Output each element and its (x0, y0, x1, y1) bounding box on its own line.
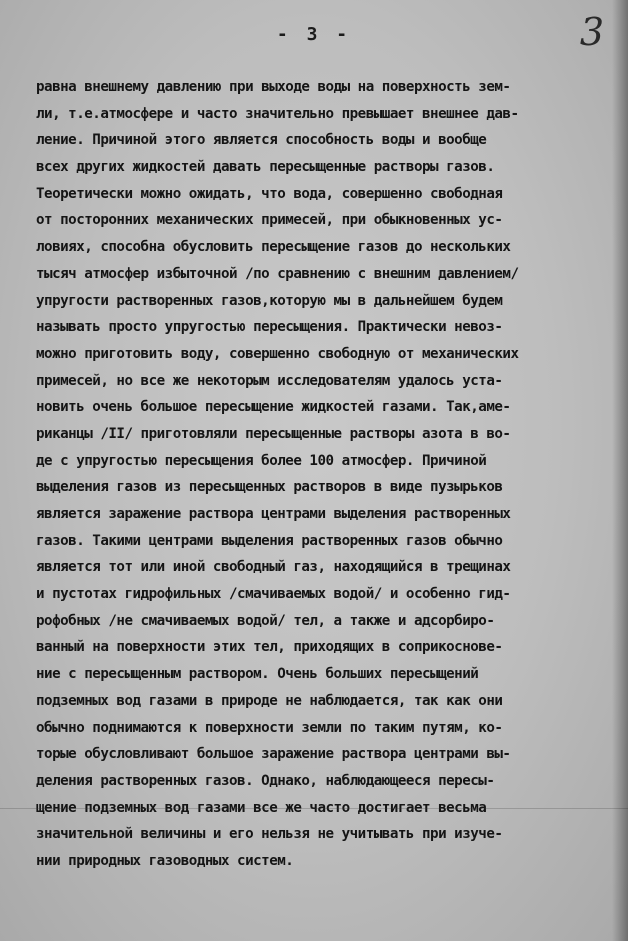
text-line: всех других жидкостей давать пересыщенные растворы газов. (36, 159, 495, 176)
text-line: рофобных /не смачиваемых водой/ тел, а также и адсорбиро- (36, 612, 495, 629)
paper-crease (0, 808, 628, 809)
text-line: примесей, но все же некоторым исследователям удалось уста- (36, 372, 503, 389)
text-line: газов. Такими центрами выделения растворенных газов обычно (36, 532, 503, 549)
text-line: является тот или иной свободный газ, находящийся в трещинах (36, 559, 511, 576)
text-line: новить очень большое пересыщение жидкостей газами. Так,аме- (36, 399, 511, 416)
text-line: ление. Причиной этого является способность воды и вообще (36, 132, 487, 149)
text-line: называть просто упругостью пересыщения. Практически невоз- (36, 319, 503, 336)
text-line: деления растворенных газов. Однако, наблюдающееся пересы- (36, 772, 495, 789)
text-line: ние с пересыщенным раствором. Очень больших пересыщений (36, 666, 479, 683)
text-line: выделения газов из пересыщенных растворов в виде пузырьков (36, 479, 503, 496)
text-line: подземных вод газами в природе не наблюдается, так как они (36, 692, 503, 709)
text-line: ловиях, способна обусловить пересыщение газов до нескольких (36, 239, 511, 256)
text-line: является заражение раствора центрами выделения растворенных (36, 506, 511, 522)
page-edge-shadow (612, 0, 628, 941)
text-line: можно приготовить воду, совершенно свободную от механических (36, 345, 519, 362)
text-line: и пустотах гидрофильных /смачиваемых водой/ и особенно гид- (36, 586, 511, 603)
handwritten-page-number: 3 (579, 10, 604, 54)
text-line: риканцы /II/ приготовляли пересыщенные растворы азота в во- (36, 425, 511, 442)
body-text (36, 74, 602, 875)
text-line: де с упругостью пересыщения более 100 атмосфер. Причиной (36, 452, 487, 469)
text-line: торые обусловливают большое заражение раствора центрами вы- (36, 746, 511, 763)
text-line: равна внешнему давлению при выходе воды на поверхность зем- (36, 79, 511, 95)
page-number: - 3 - (276, 24, 352, 45)
text-line: нии природных газоводных систем. (36, 852, 294, 869)
text-line: тысяч атмосфер избыточной /по сравнению с внешним давлением/ (36, 265, 519, 282)
text-line: ванный на поверхности этих тел, приходящих в соприкоснове- (36, 639, 503, 656)
text-line: Теоретически можно ожидать, что вода, совершенно свободная (36, 185, 503, 202)
text-line: обычно поднимаются к поверхности земли по таким путям, ко- (36, 719, 503, 736)
text-line: щение подземных вод газами все же часто достигает весьма (36, 799, 487, 816)
text-line: упругости растворенных газов,которую мы в дальнейшем будем (36, 292, 503, 309)
text-line: ли, т.е.атмосфере и часто значительно превышает внешнее дав- (36, 105, 519, 122)
text-line: значительной величины и его нельзя не учитывать при изуче- (36, 826, 503, 843)
text-line: от посторонних механических примесей, при обыкновенных ус- (36, 212, 503, 229)
